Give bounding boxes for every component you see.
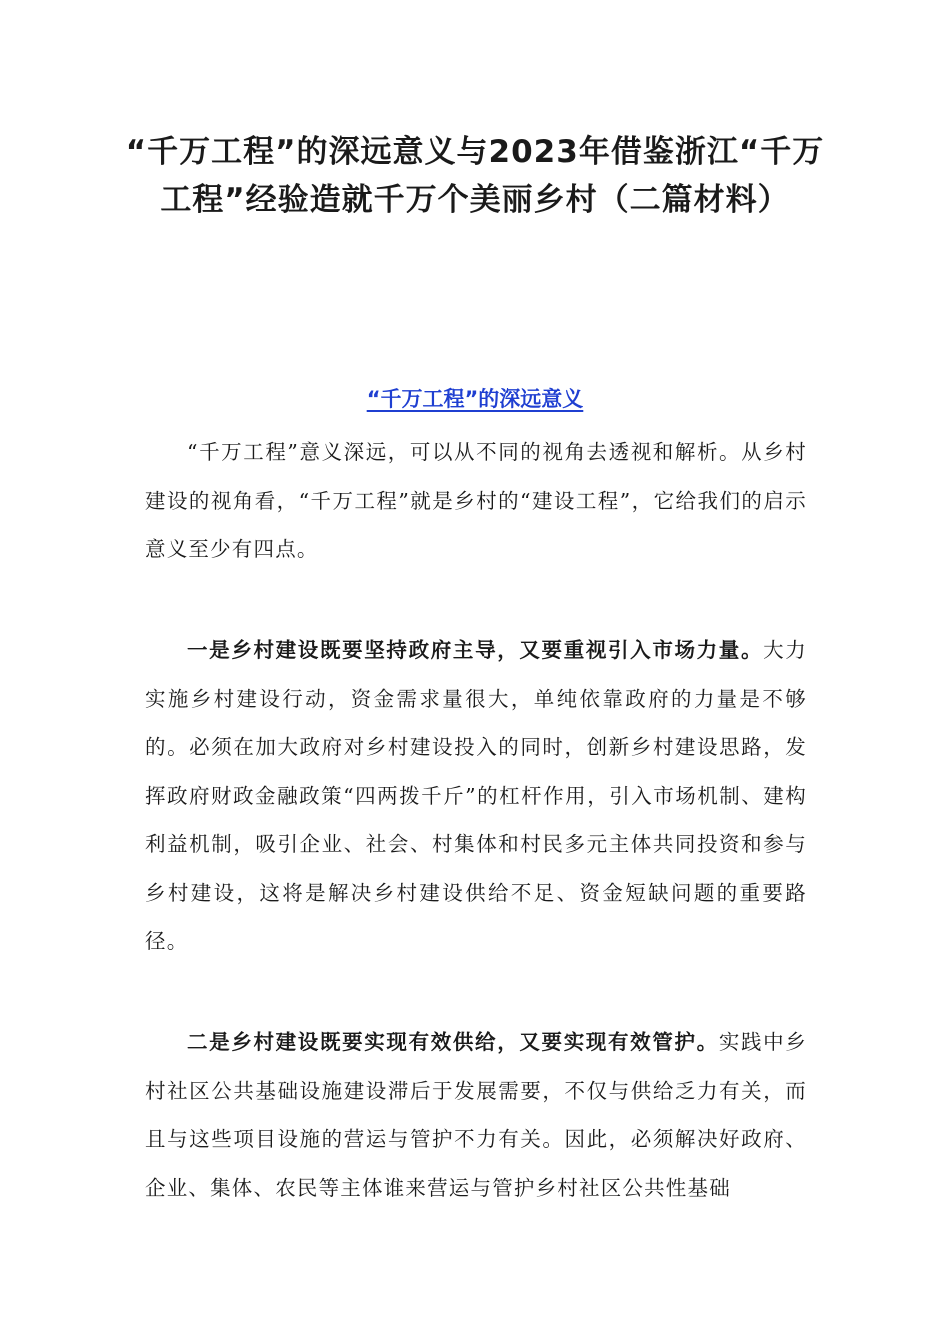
document-title: “千万工程”的深远意义与2023年借鉴浙江“千万工程”经验造就千万个美丽乡村（二篇材料） bbox=[125, 134, 825, 218]
paragraph-point-one bbox=[145, 626, 807, 966]
paragraph-body: 大力实施乡村建设行动，资金需求量很大，单纯依靠政府的力量是不够的。必须在加大政府对乡村建设投入的同时，创新乡村建设思路，发挥政府财政金融政策“四两拨千斤”的杠杆作用，引入市场机制、建构利益机制，吸引企业、社会、村集体和村民多元主体共同投资和参与乡村建设，这将是解决乡村建设供给不足、资金短缺问题的重要路径。 bbox=[145, 638, 807, 953]
paragraph-body: 实践中乡村社区公共基础设施建设滞后于发展需要，不仅与供给乏力有关，而且与这些项目设施的营运与管护不力有关。因此，必须解决好政府、企业、集体、农民等主体谁来营运与管护乡村社区公共性基础 bbox=[145, 1030, 807, 1200]
paragraph-lead: 二是乡村建设既要实现有效供给，又要实现有效管护。 bbox=[187, 1030, 719, 1054]
section-heading-link[interactable]: “千万工程”的深远意义 bbox=[366, 387, 584, 411]
paragraph-body: “千万工程”意义深远，可以从不同的视角去透视和解析。从乡村建设的视角看，“千万工程”就是乡村的“建设工程”，它给我们的启示意义至少有四点。 bbox=[145, 440, 807, 561]
paragraph-lead: 一是乡村建设既要坚持政府主导，又要重视引入市场力量。 bbox=[187, 638, 764, 662]
section-heading bbox=[0, 382, 950, 416]
paragraph-point-two bbox=[145, 1018, 807, 1212]
paragraph-intro bbox=[145, 428, 807, 574]
